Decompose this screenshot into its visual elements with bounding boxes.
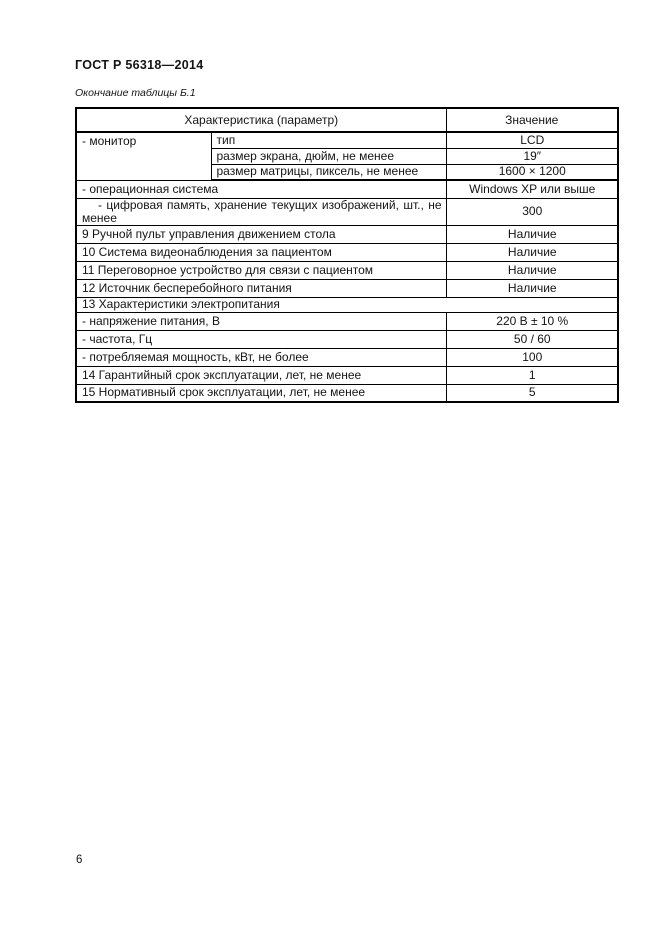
row-digital-memory: [76, 198, 618, 225]
table-header-row: [76, 108, 618, 132]
param-cell: 11 Переговорное устройство для связи с пациентом: [76, 261, 446, 279]
row-9-table-control: [76, 225, 618, 243]
value-cell: 1: [446, 366, 618, 384]
row-monitor-type: [76, 132, 618, 148]
row-15-standard-period: [76, 384, 618, 402]
value-cell: Наличие: [446, 243, 618, 261]
param-cell: 10 Система видеонаблюдения за пациентом: [76, 243, 446, 261]
row-power-consumption: [76, 348, 618, 366]
value-cell: Наличие: [446, 261, 618, 279]
value-cell: 5: [446, 384, 618, 402]
header-characteristic: Характеристика (параметр): [76, 108, 446, 132]
param-cell: тип: [211, 132, 446, 148]
section-label-cell: 13 Характеристики электропитания: [76, 297, 618, 312]
row-operating-system: [76, 180, 618, 198]
row-frequency: [76, 330, 618, 348]
value-cell: Наличие: [446, 225, 618, 243]
param-cell: 9 Ручной пульт управления движением стола: [76, 225, 446, 243]
row-12-ups: [76, 279, 618, 297]
param-cell: - потребляемая мощность, кВт, не более: [76, 348, 446, 366]
value-cell: Наличие: [446, 279, 618, 297]
page-number: 6: [76, 854, 83, 866]
param-cell: 12 Источник бесперебойного питания: [76, 279, 446, 297]
value-cell: 220 В ± 10 %: [446, 312, 618, 330]
param-cell: - частота, Гц: [76, 330, 446, 348]
param-cell: - операционная система: [76, 180, 446, 198]
value-cell: 1600 × 1200: [446, 164, 618, 180]
value-cell: 300: [446, 198, 618, 225]
table-caption: Окончание таблицы Б.1: [75, 87, 196, 99]
param-cell: - напряжение питания, В: [76, 312, 446, 330]
row-supply-voltage: [76, 312, 618, 330]
param-cell: размер матрицы, пиксель, не менее: [211, 164, 446, 180]
value-cell: 50 / 60: [446, 330, 618, 348]
row-11-intercom: [76, 261, 618, 279]
param-cell: 15 Нормативный срок эксплуатации, лет, не менее: [76, 384, 446, 402]
doc-number: ГОСТ Р 56318—2014: [75, 58, 204, 72]
param-cell: 14 Гарантийный срок эксплуатации, лет, не менее: [76, 366, 446, 384]
param-cell: - цифровая память, хранение текущих изображений, шт., не менее: [76, 198, 446, 225]
characteristics-table: [75, 107, 619, 403]
value-cell: 19″: [446, 148, 618, 164]
header-value: Значение: [446, 108, 618, 132]
value-cell: LCD: [446, 132, 618, 148]
row-10-video-monitoring: [76, 243, 618, 261]
param-cell: размер экрана, дюйм, не менее: [211, 148, 446, 164]
row-14-warranty-period: [76, 366, 618, 384]
value-cell: Windows XP или выше: [446, 180, 618, 198]
row-13-power-section: [76, 297, 618, 312]
monitor-group-label: - монитор: [76, 132, 211, 180]
value-cell: 100: [446, 348, 618, 366]
